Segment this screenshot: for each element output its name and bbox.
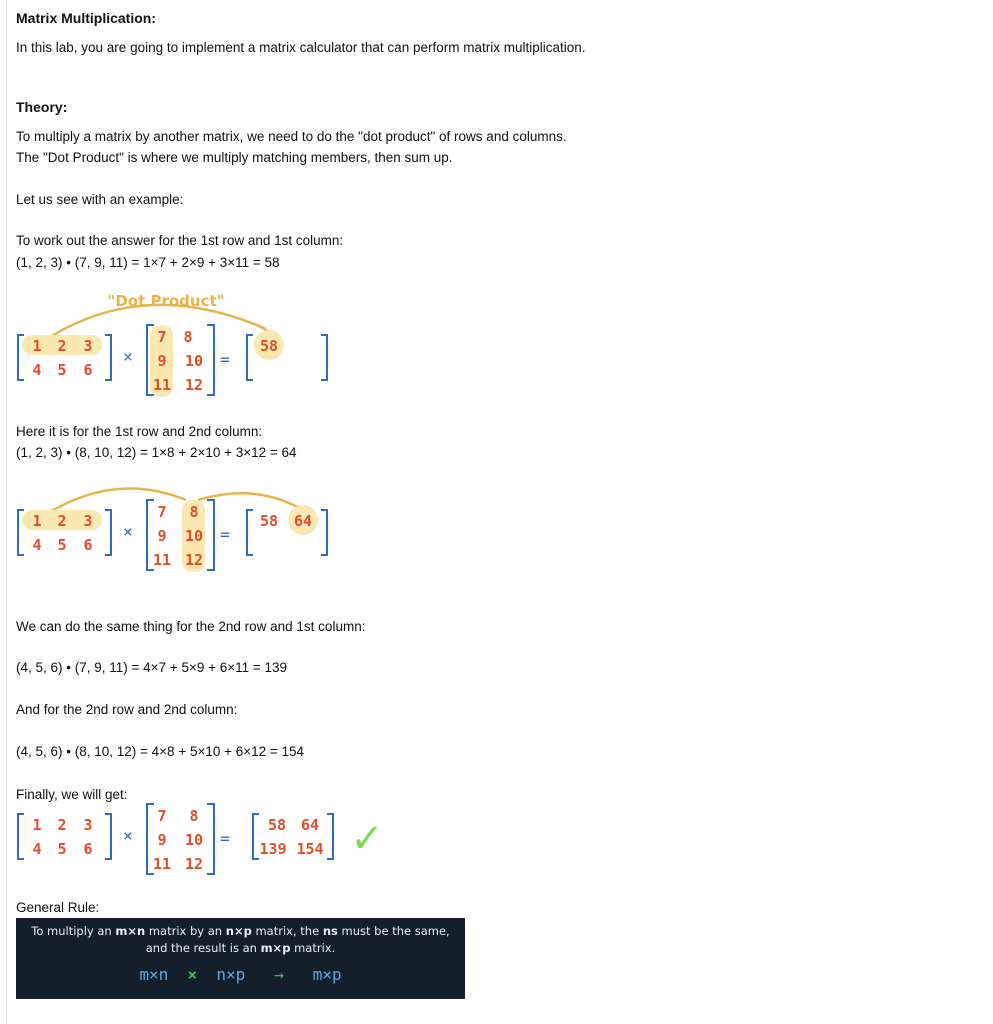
c11: 58 <box>259 337 279 355</box>
b11: 7 <box>157 328 167 346</box>
bracket-b-right <box>207 325 214 395</box>
general-rule-box <box>16 918 465 999</box>
b32: 12 <box>184 376 204 394</box>
b11: 7 <box>157 503 167 521</box>
a21: 4 <box>32 840 42 858</box>
bracket-a-right <box>105 510 111 555</box>
a23: 6 <box>83 536 93 554</box>
bracket-c-right <box>321 510 327 555</box>
b12: 8 <box>183 328 193 346</box>
arrow-right-icon: → <box>274 965 284 984</box>
times-icon: × <box>123 347 133 366</box>
c21: 139 <box>259 840 287 858</box>
b31: 11 <box>152 855 172 873</box>
a12: 2 <box>57 512 67 530</box>
a11: 1 <box>32 816 42 834</box>
a23: 6 <box>83 840 93 858</box>
b21: 9 <box>157 831 167 849</box>
bracket-b-right <box>207 500 214 570</box>
step4-formula: (4, 5, 6) • (8, 10, 12) = 4×8 + 5×10 + 6×12 = 154 <box>16 744 305 759</box>
a22: 5 <box>57 361 67 379</box>
theory-line-1: To multiply a matrix by another matrix, we need to do the "dot product" of rows and columns. <box>16 129 567 144</box>
equals-icon: = <box>220 829 230 848</box>
example-intro: Let us see with an example: <box>16 192 184 207</box>
figure-row1-col1 <box>8 285 348 405</box>
bracket-a-left <box>18 814 24 859</box>
c22: 154 <box>296 840 324 858</box>
bracket-b-right <box>207 804 214 874</box>
rule-line-1: To multiply an m×n matrix by an n×p matrix, the ns must be the same, <box>31 924 450 938</box>
b31: 11 <box>152 551 172 569</box>
a13: 3 <box>83 512 93 530</box>
b32: 12 <box>184 551 204 569</box>
c12: 64 <box>293 512 313 530</box>
a13: 3 <box>83 816 93 834</box>
general-rule-label: General Rule: <box>16 900 100 915</box>
b11: 7 <box>157 807 167 825</box>
rule-formula: m×n × n×p → m×p <box>139 965 342 984</box>
left-border <box>6 0 7 1024</box>
b12: 8 <box>189 503 199 521</box>
a13: 3 <box>83 337 93 355</box>
step4-text: And for the 2nd row and 2nd column: <box>16 702 238 717</box>
step2-formula: (1, 2, 3) • (8, 10, 12) = 1×8 + 2×10 + 3×12 = 64 <box>16 445 297 460</box>
checkmark-icon: ✓ <box>350 816 384 862</box>
b31: 11 <box>152 376 172 394</box>
page-heading: Matrix Multiplication: <box>16 10 156 26</box>
times-icon: × <box>123 826 133 845</box>
a22: 5 <box>57 840 67 858</box>
a23: 6 <box>83 361 93 379</box>
intro-text: In this lab, you are going to implement a matrix calculator that can perform matrix multiplication. <box>16 40 586 55</box>
c11: 58 <box>259 512 279 530</box>
b22: 10 <box>184 527 204 545</box>
equals-icon: = <box>220 525 230 544</box>
final-text: Finally, we will get: <box>16 787 128 802</box>
theory-heading: Theory: <box>16 99 68 115</box>
step3-formula: (4, 5, 6) • (7, 9, 11) = 4×7 + 5×9 + 6×11 = 139 <box>16 660 288 675</box>
a12: 2 <box>57 337 67 355</box>
bracket-a-right <box>105 814 111 859</box>
bracket-c-left <box>247 335 253 380</box>
bracket-c-right <box>327 814 333 859</box>
theory-line-2: The "Dot Product" is where we multiply matching members, then sum up. <box>16 150 453 165</box>
b22: 10 <box>184 831 204 849</box>
dot-product-label: "Dot Product" <box>107 292 225 310</box>
bracket-a-right <box>105 335 111 380</box>
bracket-c-left <box>247 510 253 555</box>
b22: 10 <box>184 352 204 370</box>
b12: 8 <box>189 807 199 825</box>
b21: 9 <box>157 527 167 545</box>
a11: 1 <box>32 337 42 355</box>
c12: 64 <box>300 816 320 834</box>
bracket-c-left <box>253 814 259 859</box>
a21: 4 <box>32 361 42 379</box>
b21: 9 <box>157 352 167 370</box>
b32: 12 <box>184 855 204 873</box>
c11: 58 <box>267 816 287 834</box>
bracket-c-right <box>321 335 327 380</box>
step1-text: To work out the answer for the 1st row and 1st column: <box>16 233 344 248</box>
a12: 2 <box>57 816 67 834</box>
step3-text: We can do the same thing for the 2nd row and 1st column: <box>16 619 366 634</box>
a21: 4 <box>32 536 42 554</box>
a11: 1 <box>32 512 42 530</box>
figure-row1-col2 <box>8 478 348 578</box>
equals-icon: = <box>220 350 230 369</box>
step2-text: Here it is for the 1st row and 2nd column: <box>16 424 263 439</box>
times-icon: × <box>123 522 133 541</box>
a22: 5 <box>57 536 67 554</box>
figure-final-result <box>8 802 398 882</box>
rule-line-2: and the result is an m×p matrix. <box>145 941 336 955</box>
step1-formula: (1, 2, 3) • (7, 9, 11) = 1×7 + 2×9 + 3×11 = 58 <box>16 255 280 270</box>
